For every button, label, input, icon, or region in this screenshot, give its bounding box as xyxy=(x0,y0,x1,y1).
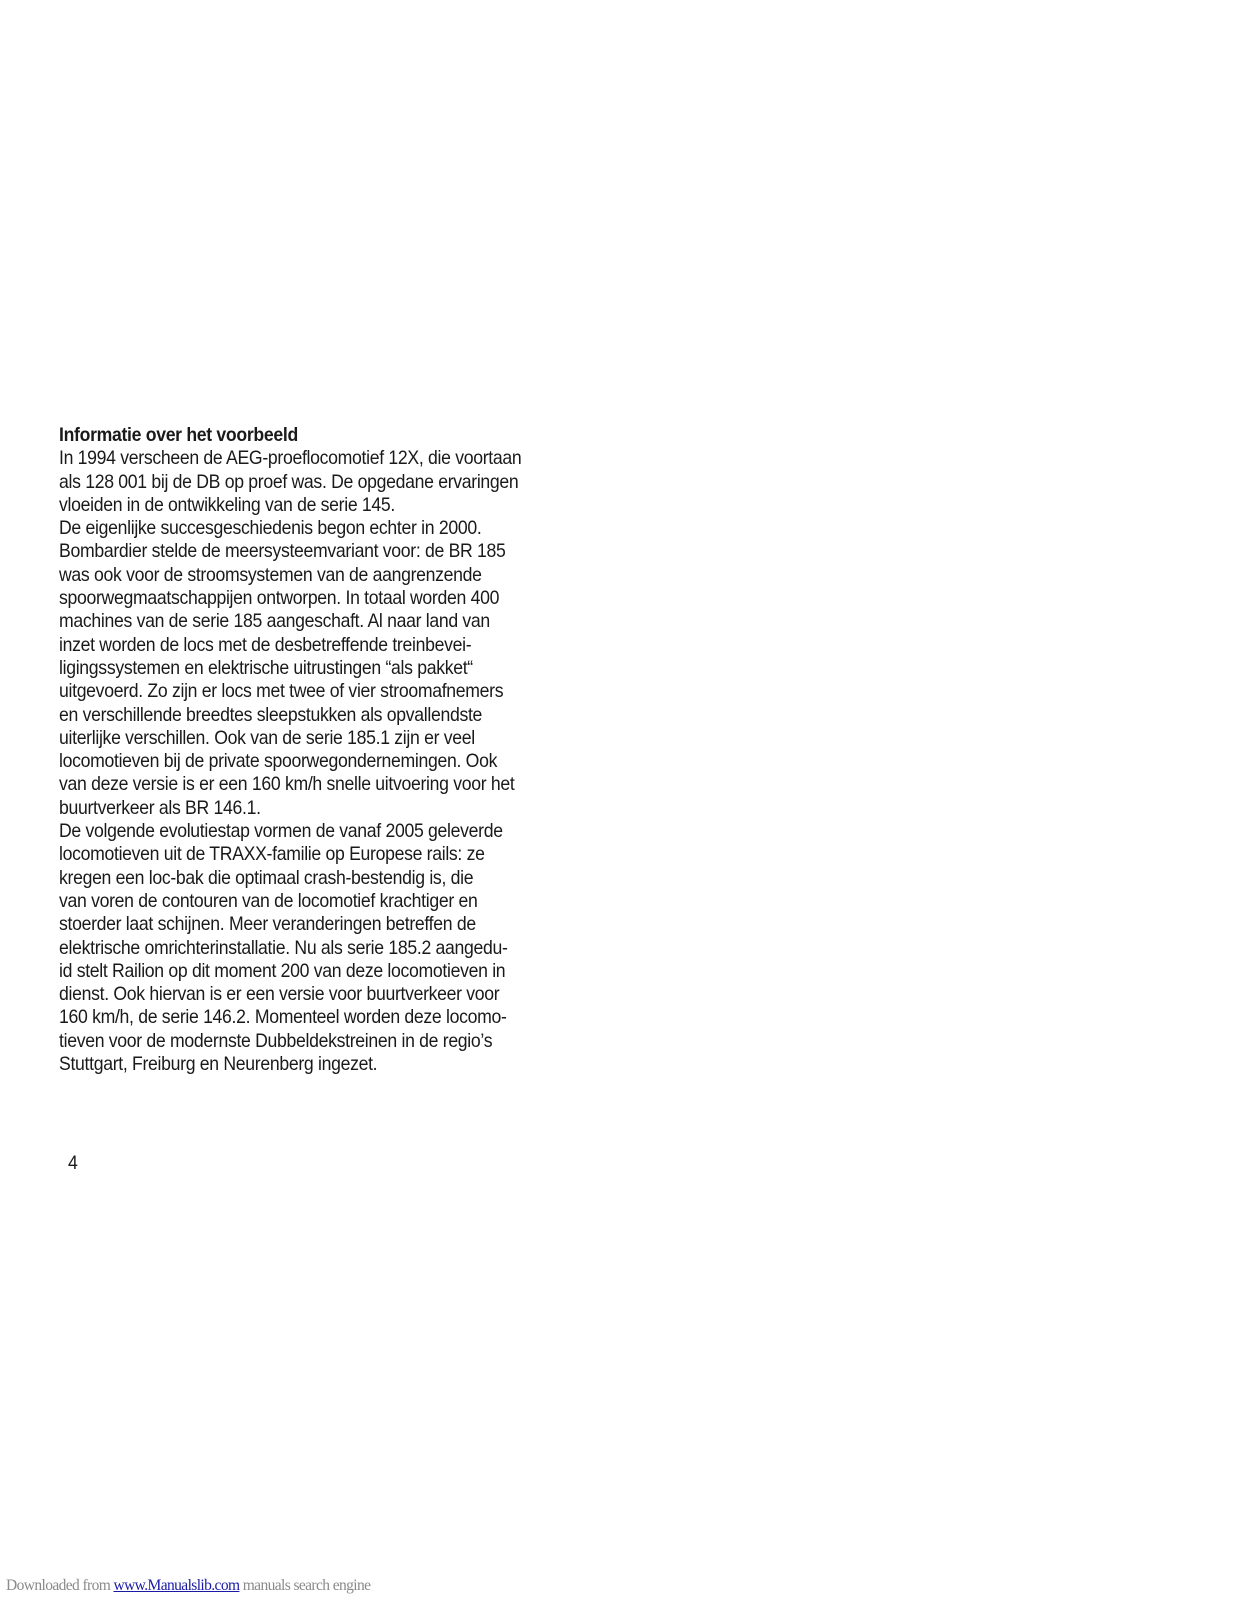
paragraph-evolution xyxy=(59,820,604,1076)
text-line: buurtverkeer als BR 146.1. xyxy=(59,796,261,819)
text-line: In 1994 verscheen de AEG-proeflocomotief 12X, die voortaan xyxy=(59,447,522,470)
text-line: Stuttgart, Freiburg en Neurenberg ingezet. xyxy=(59,1053,378,1076)
text-line: 160 km/h, de serie 146.2. Momenteel worden deze locomo- xyxy=(59,1006,507,1029)
text-line: ligingssystemen en elektrische uitrustingen “als pakket“ xyxy=(59,656,473,679)
text-line: uiterlijke verschillen. Ook van de serie 185.1 zijn er veel xyxy=(59,726,475,749)
text-line: van voren de contouren van de locomotief krachtiger en xyxy=(59,889,478,912)
text-line: locomotieven uit de TRAXX-familie op Europese rails: ze xyxy=(59,843,485,866)
text-line: elektrische omrichterinstallatie. Nu als serie 185.2 aangedu- xyxy=(59,936,508,959)
text-line: was ook voor de stroomsystemen van de aangrenzende xyxy=(59,563,482,586)
text-line: De volgende evolutiestap vormen de vanaf 2005 geleverde xyxy=(59,820,503,843)
paragraph-intro xyxy=(59,447,604,517)
manualslib-link[interactable]: www.Manualslib.com xyxy=(113,1577,240,1594)
info-section xyxy=(59,424,604,1076)
text-line: stoerder laat schijnen. Meer veranderingen betreffen de xyxy=(59,913,476,936)
text-line: uitgevoerd. Zo zijn er locs met twee of vier stroomafnemers xyxy=(59,680,504,703)
footer-prefix: Downloaded from xyxy=(6,1577,114,1594)
page-number: 4 xyxy=(68,1152,78,1174)
text-line: van deze versie is er een 160 km/h snelle uitvoering voor het xyxy=(59,773,515,796)
text-line: dienst. Ook hiervan is er een versie voor buurtverkeer voor xyxy=(59,983,500,1006)
text-line: spoorwegmaatschappijen ontworpen. In totaal worden 400 xyxy=(59,587,500,610)
download-footer xyxy=(6,1577,370,1595)
text-line: id stelt Railion op dit moment 200 van deze locomotieven in xyxy=(59,959,506,982)
text-line: kregen een loc-bak die optimaal crash-bestendig is, die xyxy=(59,866,474,889)
text-line: Bombardier stelde de meersysteemvariant voor: de BR 185 xyxy=(59,540,506,563)
footer-suffix: manuals search engine xyxy=(239,1577,371,1594)
section-heading: Informatie over het voorbeeld xyxy=(59,424,298,446)
text-line: als 128 001 bij de DB op proef was. De opgedane ervaringen xyxy=(59,470,519,493)
text-line: inzet worden de locs met de desbetreffende treinbevei- xyxy=(59,633,472,656)
text-line: locomotieven bij de private spoorwegondernemingen. Ook xyxy=(59,750,498,773)
text-line: vloeiden in de ontwikkeling van de serie 145. xyxy=(59,493,395,516)
text-line: en verschillende breedtes sleepstukken als opvallendste xyxy=(59,703,483,726)
text-line: De eigenlijke succesgeschiedenis begon echter in 2000. xyxy=(59,517,482,540)
paragraph-success-story xyxy=(59,517,604,820)
text-line: machines van de serie 185 aangeschaft. Al naar land van xyxy=(59,610,490,633)
text-line: tieven voor de modernste Dubbeldekstreinen in de regio’s xyxy=(59,1029,493,1052)
